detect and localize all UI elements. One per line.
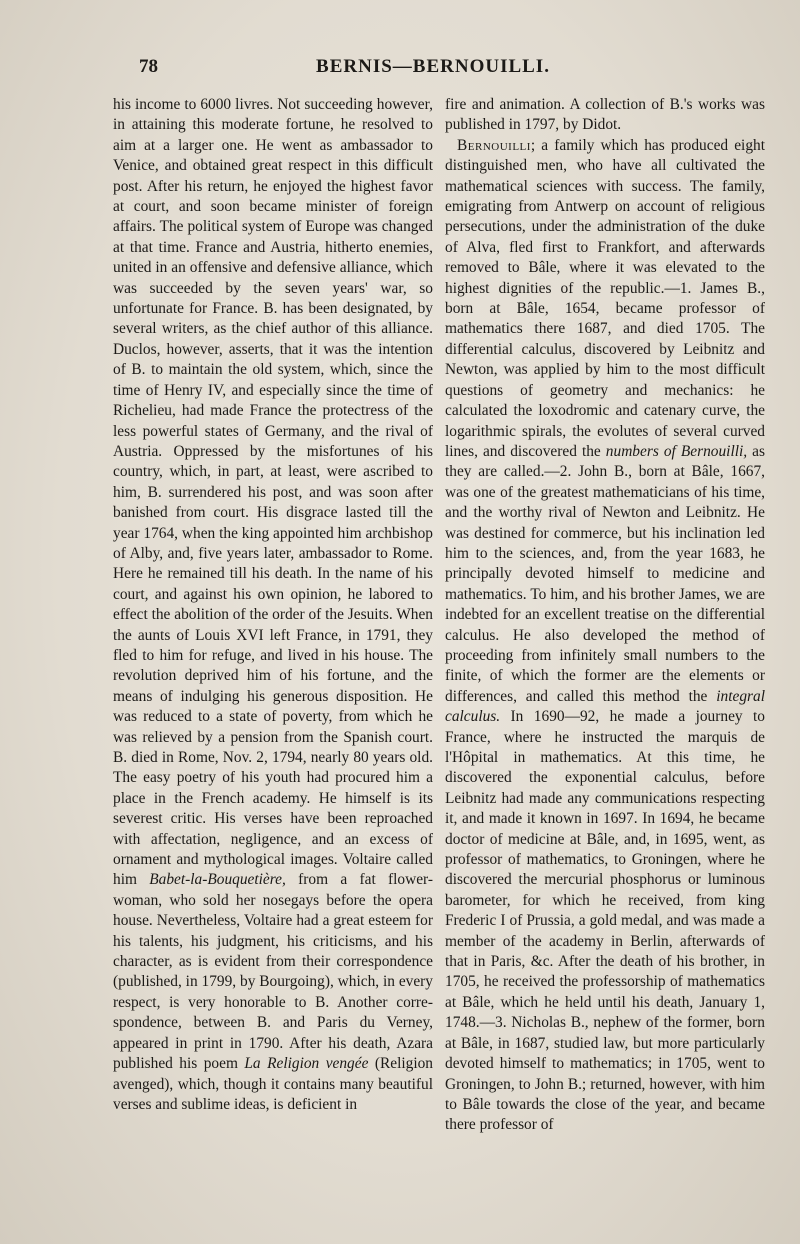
text-run: In 1690—92, he made a journey to France, where he instructed the marquis de l'Hôpital in mathematics. At this time, he discovered the exponential calculus, before Leibnitz had made any communications respecting it, and made it known in 1697. In 1694, he became doctor of medicine at Bâle, and, in 1695, went, as professor of mathematics, to Groningen, where he discovered the mercurial phosphorus or luminous barometer, for which he received, from king Frederic I of Prussia, a gold medal, and was made a member of the academy in Berlin, afterwards of that in Paris, &c. After the death of his brother, in 1705, he received the professorship of mathematics at Bâle, which he held until his death, January 1, 1748.—3. Nicholas B., nephew of the former, born at Bâle, in 1687, studied law, but more particularly devoted himself to mathematics; in 1705, went to Groningen, to John B.; returned, however, with him to Bâle towards the close of the year, and became there professor of	[445, 708, 765, 1134]
left-column	[113, 95, 433, 1115]
italic-run: integral calculus.	[445, 687, 765, 726]
italic-run: Babet-la-Bouquetière,	[149, 871, 286, 889]
page-header	[113, 56, 753, 84]
running-head: BERNIS—BERNOUILLI.	[316, 56, 550, 77]
text-run: as they are called.—2. John B., born at Bâle, 1667, was one of the greatest mathematicians of his time, and the worthy rival of Newton and Leibnitz. He was destined for commerce, but his inclination led him to the sciences, and, from the year 1683, he principally devoted himself to medicine and mathematics. To him, and his brother James, we are indebted for an excellent treatise on the differential calculus. He also developed the method of proceeding from infinitely small numbers to the finite, of which the former are the elements or differences, and called this method the	[445, 442, 766, 705]
entry-bernouilli	[445, 136, 765, 1136]
page-number: 78	[139, 56, 158, 77]
italic-run: numbers of Bernouilli,	[605, 442, 748, 460]
text-run: (Religion avenged), which, though it contains many beautiful verses and sublime ideas, is deficient in	[113, 1055, 433, 1113]
text-run: his income to 6000 livres. Not succeeding however, in attaining this moderate fortune, he resolved to aim at a larger one. He went as ambassador to Venice, and obtained great respect in this difficult post. After his return, he enjoyed the highest favor at court, and soon became minister of foreign affairs. The political system of Europe was changed at that time. France and Austria, hitherto enemies, united in an offensive and defensive alliance, which was succeeded by the seven years' war, so unfortunate for France. B. has been designated, by several writers, as the chief author of this alliance. Duclos, however, asserts, that it was the intention of B. to maintain the old system, which, since the time of Henry IV, and especially since the time of Richelieu, had made France the protectress of the less powerful states of Germany, and the rival of Austria. Oppressed by the misfortunes of his country, which, in part, at least, were ascribed to him, B. surrendered his post, and was soon after banished from court. His disgrace lasted till the year 1764, when the king appointed him archbishop of Alby, and, five years later, ambassador to Rome. Here he remained till his death. In the name of his court, and against his own opinion, he labored to effect the abolition of the order of the Jesuits. When the aunts of Louis XVI left France, in 1791, they fled to him for refuge, and lived in his house. The revolution deprived him of his fortune, and the means of indulging his generous disposition. He was reduced to a state of poverty, from which he was relieved by a pension from the Spanish court. B. died in Rome, Nov. 2, 1794, nearly 80 years old. The easy poetry of his youth had procured him a place in the French academy. He himself is its severest critic. His verses have been reproached with affectation, negligence, and an excess of ornament and mythological images. Voltaire called him	[113, 96, 433, 889]
text-run: ; a family which has produced eight distinguished men, who have all cultivated the mathematical sciences with success. The family, emigrating from Antwerp on account of religious persecutions, under the administration of the duke of Alva, fled first to Frankfort, and afterwards removed to Bâle, where it was elevated to the highest dignities of the republic.—1. James B., born at Bâle, 1654, became professor of mathematics there 1687, and died 1705. The differential calculus, discovered by Leibnitz and Newton, was applied by him to the most difficult questions of geometry and mechanics: he calculated the loxodromic and catenary curve, the logarithmic spirals, the evolutes of several curved lines, and discovered the	[445, 136, 765, 460]
paragraph-bernis-end	[445, 95, 765, 136]
text-run: fire and animation. A collection of B.'s works was published in 1797, by Didot.	[445, 96, 765, 134]
italic-run: La Religion vengée	[244, 1055, 369, 1073]
text-run: from a fat flower-woman, who sold her nosegays before the opera house. Nevertheless, Voltaire had a great esteem for his talents, his judgment, his criticisms, and his character, as is evident from their correspondence (published, in 1799, by Bourgoing), which, in every respect, is very honorable to B. Another correspondence, between B. and Paris du Verney, appeared in print in 1790. After his death, Azara published his poem	[113, 871, 433, 1073]
entry-headword: Bernouilli	[457, 136, 531, 154]
paragraph-bernis-cont	[113, 95, 433, 1115]
right-column	[445, 95, 765, 1136]
